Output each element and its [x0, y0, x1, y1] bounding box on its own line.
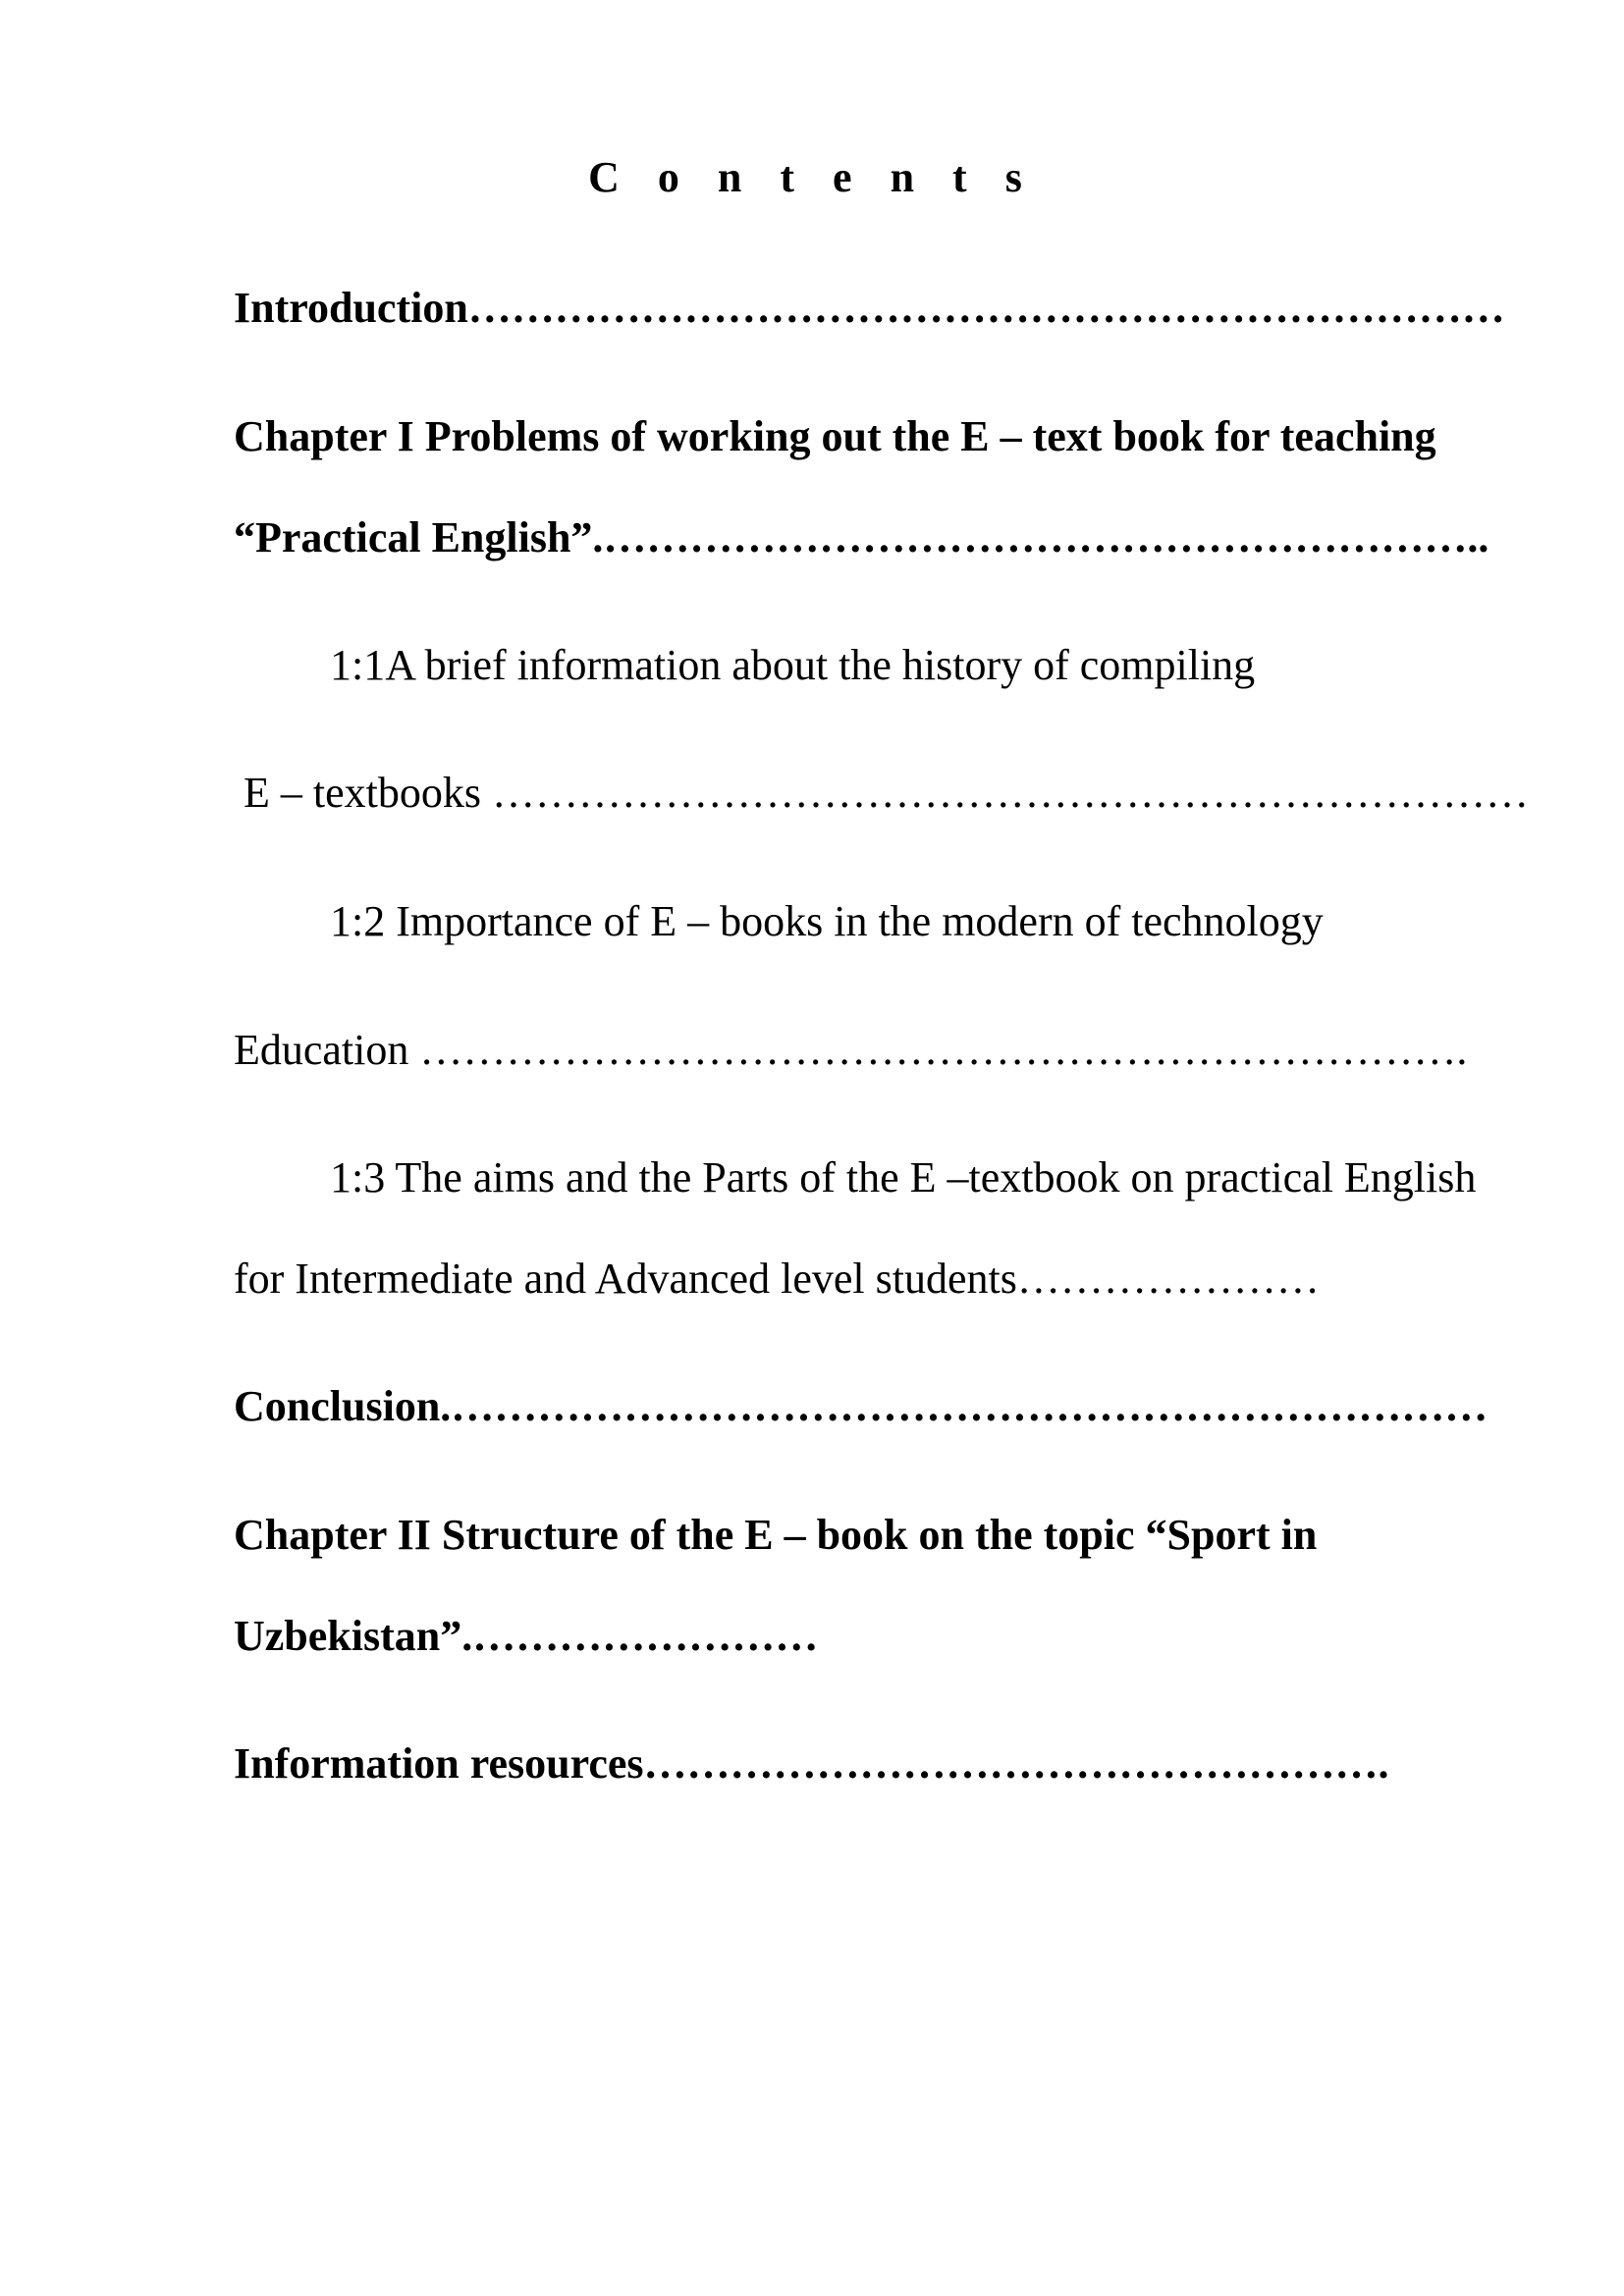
toc-entry-section-1-3-line-1: 1:3 The aims and the Parts of the E –textbook on practical English: [330, 1153, 1477, 1201]
toc-entry-section-1-3-line-2: for Intermediate and Advanced level students…………………: [234, 1255, 1320, 1303]
toc-entry-information-resources: Information resources…………………………………………….: [234, 1739, 1389, 1788]
toc-entry-chapter-1-line-2: “Practical English”.……………………………………………………..: [234, 513, 1489, 561]
toc-entry-chapter-2-line-2: Uzbekistan”.……………………: [234, 1612, 819, 1660]
toc-entry-section-1-1-line-2: E – textbooks ………………………………………………………………: [244, 769, 1529, 817]
toc-entry-chapter-1-line-1: Chapter I Problems of working out the E – text book for teaching: [234, 412, 1436, 460]
toc-entry-section-1-2-line-2: Education ……………………………………………………………….: [234, 1026, 1468, 1074]
toc-entry-section-1-1-line-1: 1:1A brief information about the history of compiling: [330, 641, 1256, 689]
toc-entry-section-1-2-line-1: 1:2 Importance of E – books in the modern of technology: [330, 897, 1324, 945]
toc-entry-conclusion: Conclusion.………………………………………………………………: [234, 1382, 1489, 1430]
toc-entry-chapter-2-line-1: Chapter II Structure of the E – book on the topic “Sport in: [234, 1511, 1318, 1559]
toc-entry-introduction: Introduction………………………………………………………………: [234, 284, 1505, 332]
page-title: C o n t e n t s: [588, 153, 1036, 201]
